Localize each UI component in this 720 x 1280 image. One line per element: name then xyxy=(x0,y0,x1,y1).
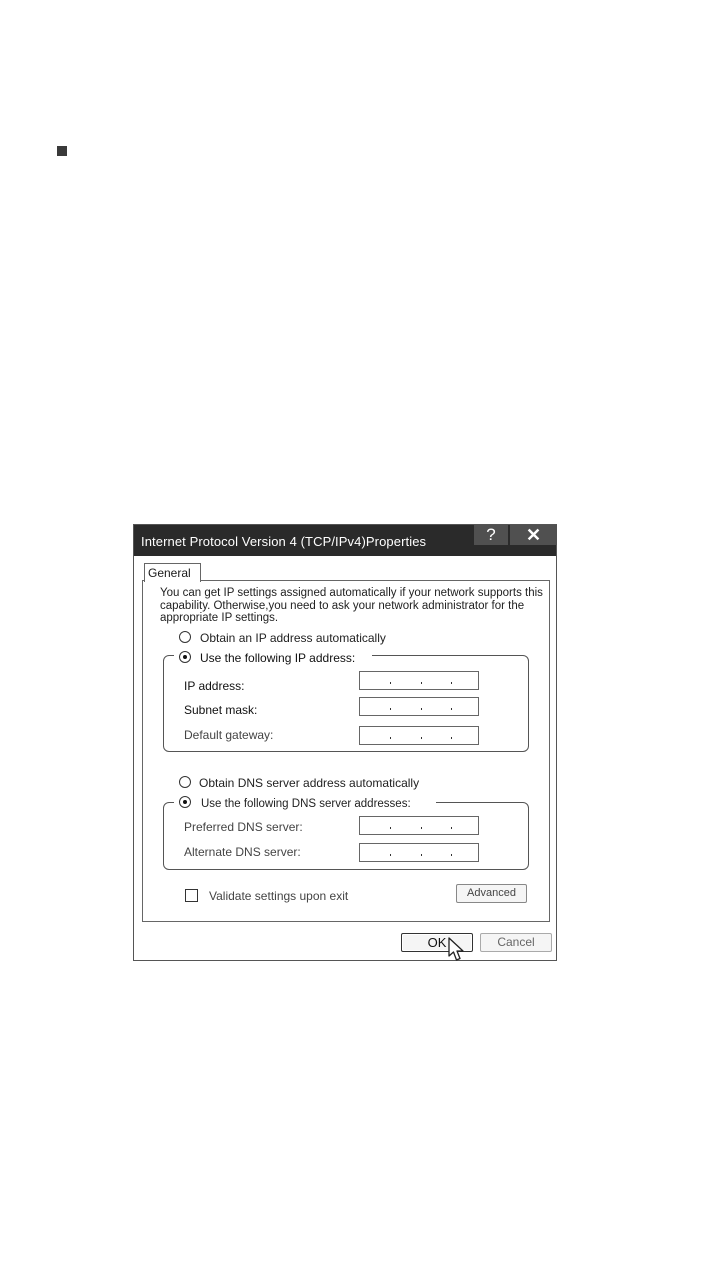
ip-address-field[interactable] xyxy=(359,671,479,690)
title-bar[interactable] xyxy=(134,525,556,556)
tab-general[interactable]: General xyxy=(144,563,201,582)
bullet-square-icon xyxy=(57,146,67,156)
preferred-dns-label: Preferred DNS server: xyxy=(184,820,303,834)
ok-button[interactable]: OK xyxy=(401,933,473,952)
ip-manual-legend xyxy=(174,648,372,664)
dns-auto-radio[interactable] xyxy=(179,776,191,788)
dns-manual-radio[interactable] xyxy=(179,796,191,808)
validate-checkbox[interactable] xyxy=(185,889,198,902)
subnet-mask-field[interactable] xyxy=(359,697,479,716)
subnet-mask-label: Subnet mask: xyxy=(184,703,258,717)
preferred-dns-field[interactable] xyxy=(359,816,479,835)
ip-address-label: IP address: xyxy=(184,679,245,693)
advanced-button[interactable]: Advanced xyxy=(456,884,527,903)
alternate-dns-field[interactable] xyxy=(359,843,479,862)
ip-manual-label: Use the following IP address: xyxy=(200,651,356,665)
close-button[interactable]: ✕ xyxy=(510,525,557,545)
mouse-pointer-icon xyxy=(447,937,469,963)
default-gateway-label: Default gateway: xyxy=(184,728,274,742)
dialog-title: Internet Protocol Version 4 (TCP/IPv4)Properties xyxy=(141,534,427,549)
description-text: You can get IP settings assigned automatically if your network supports this capability. Otherwise,you need to ask your network administrator for the appropriate IP settings. xyxy=(160,587,543,624)
help-button[interactable]: ? xyxy=(474,525,508,545)
default-gateway-field[interactable] xyxy=(359,726,479,745)
cancel-button[interactable]: Cancel xyxy=(480,933,552,952)
ip-manual-radio[interactable] xyxy=(179,651,191,663)
validate-label: Validate settings upon exit xyxy=(209,889,349,903)
dns-manual-label: Use the following DNS server addresses: xyxy=(201,798,411,810)
ip-auto-label: Obtain an IP address automatically xyxy=(200,631,386,645)
ip-auto-radio[interactable] xyxy=(179,631,191,643)
dns-manual-legend xyxy=(174,795,436,811)
ipv4-properties-dialog xyxy=(133,524,557,961)
alternate-dns-label: Alternate DNS server: xyxy=(184,845,301,859)
dns-auto-label: Obtain DNS server address automatically xyxy=(199,776,420,790)
